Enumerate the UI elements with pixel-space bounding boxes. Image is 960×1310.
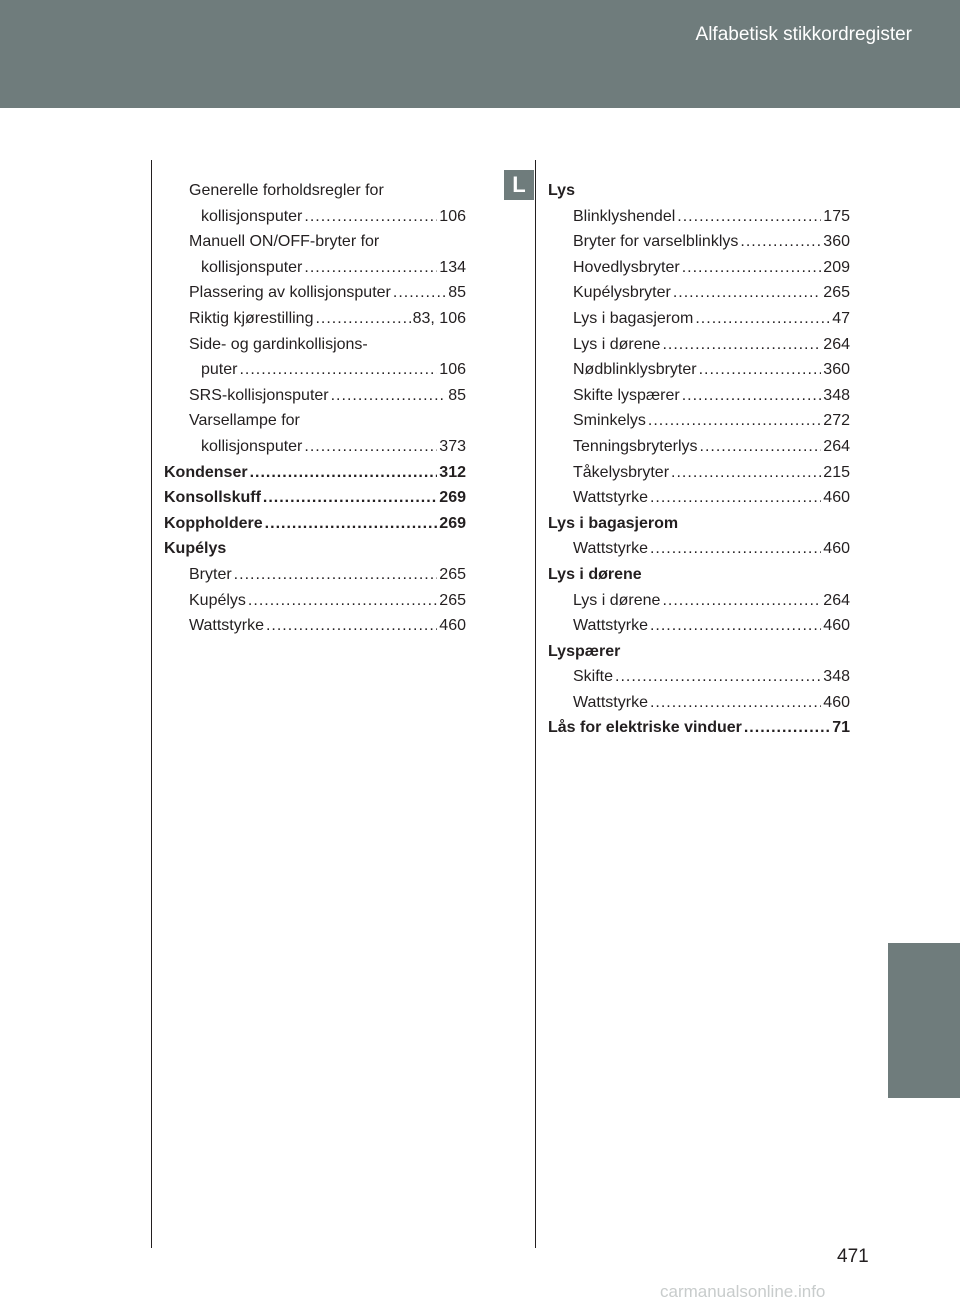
- index-entry: [164, 383, 466, 409]
- leader-dots: [239, 357, 437, 383]
- entry-page: 175: [823, 207, 850, 225]
- leader-dots: [315, 306, 410, 332]
- entry-label: Lys i dørene: [573, 335, 661, 353]
- header-bar: [0, 0, 960, 108]
- leader-dots: [677, 204, 821, 230]
- index-letter-tab: L: [504, 170, 534, 200]
- entry-label: Wattstyrke: [573, 489, 648, 507]
- entry-page: 312: [439, 463, 466, 481]
- index-entry: [548, 332, 850, 358]
- entry-page: 360: [823, 233, 850, 251]
- leader-dots: [682, 255, 822, 281]
- entry-label: Plassering av kollisjonsputer: [189, 284, 391, 302]
- entry-page: 106: [439, 207, 466, 225]
- index-entry: [548, 485, 850, 511]
- index-entry: [164, 280, 466, 306]
- entry-label: Skifte: [573, 668, 614, 686]
- leader-dots: [695, 306, 830, 332]
- entry-label: Konsollskuff: [164, 489, 261, 507]
- entry-page: 272: [823, 412, 850, 430]
- leader-dots: [699, 357, 822, 383]
- index-entry: [548, 204, 850, 230]
- entry-page: 264: [823, 335, 850, 353]
- index-heading-entry: [164, 485, 466, 511]
- index-entry: [164, 588, 466, 614]
- index-entry: [548, 255, 850, 281]
- entry-label: kollisjonsputer: [201, 207, 303, 225]
- entry-label: Wattstyrke: [189, 617, 264, 635]
- entry-page: 269: [439, 514, 466, 532]
- entry-label: Kupélys: [189, 591, 246, 609]
- index-column-right: [548, 178, 850, 741]
- entry-page: 265: [439, 591, 466, 609]
- entry-page: 47: [832, 309, 850, 327]
- index-entry-label: Varsellampe for: [189, 412, 300, 430]
- entry-page: 85: [448, 386, 466, 404]
- left-rule: [151, 160, 152, 1248]
- entry-page: 264: [823, 437, 850, 455]
- index-entry: [548, 229, 850, 255]
- entry-label: Kupélysbryter: [573, 284, 671, 302]
- leader-dots: [234, 562, 438, 588]
- entry-page: 348: [823, 386, 850, 404]
- entry-label: Kondenser: [164, 463, 248, 481]
- entry-label: Lås for elektriske vinduer: [548, 719, 742, 737]
- leader-dots: [304, 204, 437, 230]
- entry-page: 215: [823, 463, 850, 481]
- leader-dots: [266, 613, 437, 639]
- entry-page: 460: [439, 617, 466, 635]
- entry-page: 83, 106: [412, 309, 466, 327]
- index-entry: [548, 306, 850, 332]
- entry-label: Wattstyrke: [573, 617, 648, 635]
- leader-dots: [250, 460, 438, 486]
- index-entry-label: Manuell ON/OFF-bryter for: [189, 233, 380, 251]
- page-number: 471: [837, 1246, 869, 1267]
- index-heading: Lyspærer: [548, 642, 621, 660]
- index-entry: [548, 588, 850, 614]
- entry-label: puter: [201, 361, 238, 379]
- index-subentries: [548, 664, 850, 715]
- entry-label: kollisjonsputer: [201, 258, 303, 276]
- index-entry: [164, 562, 466, 588]
- leader-dots: [304, 255, 437, 281]
- index-heading: Kupélys: [164, 540, 227, 558]
- index-entry: [548, 280, 850, 306]
- entry-label: Wattstyrke: [573, 540, 648, 558]
- index-entry: [164, 306, 466, 332]
- entry-page: 209: [823, 258, 850, 276]
- index-entry: [548, 434, 850, 460]
- entry-label: Lys i dørene: [573, 591, 661, 609]
- entry-page: 264: [823, 591, 850, 609]
- entry-label: Tåkelysbryter: [573, 463, 670, 481]
- entry-label: Koppholdere: [164, 514, 263, 532]
- entry-label: SRS-kollisjonsputer: [189, 386, 329, 404]
- index-entry: [164, 204, 466, 230]
- index-entry: [548, 613, 850, 639]
- entry-page: 460: [823, 540, 850, 558]
- entry-label: Bryter for varselblinklys: [573, 233, 739, 251]
- index-entry: [548, 383, 850, 409]
- leader-dots: [650, 536, 821, 562]
- entry-page: 460: [823, 489, 850, 507]
- index-entry: [548, 357, 850, 383]
- entry-label: Blinklyshendel: [573, 207, 676, 225]
- entry-page: 71: [832, 719, 850, 737]
- entry-page: 85: [448, 284, 466, 302]
- entry-label: Nødblinklysbryter: [573, 361, 697, 379]
- entry-page: 106: [439, 361, 466, 379]
- index-subentries: [548, 588, 850, 639]
- index-heading-entry: [548, 715, 850, 741]
- index-entry: [548, 460, 850, 486]
- middle-rule: [535, 160, 536, 1248]
- leader-dots: [662, 332, 821, 358]
- leader-dots: [304, 434, 437, 460]
- entry-page: 265: [439, 565, 466, 583]
- index-heading-entry: [164, 511, 466, 537]
- index-subentries: [548, 204, 850, 511]
- leader-dots: [740, 229, 821, 255]
- entry-page: 360: [823, 361, 850, 379]
- entry-label: Riktig kjørestilling: [189, 309, 314, 327]
- leader-dots: [263, 485, 437, 511]
- leader-dots: [744, 715, 830, 741]
- index-entry-label: Generelle forholdsregler for: [189, 182, 384, 199]
- leader-dots: [650, 613, 821, 639]
- entry-label: Skifte lyspærer: [573, 386, 680, 404]
- index-entry: [164, 255, 466, 281]
- index-entry: [164, 357, 466, 383]
- leader-dots: [265, 511, 438, 537]
- index-heading-entry: [164, 460, 466, 486]
- side-thumb-tab: [888, 943, 960, 1098]
- index-entry: [164, 613, 466, 639]
- entry-page: 134: [439, 258, 466, 276]
- index-entry: [548, 408, 850, 434]
- entry-page: 460: [823, 617, 850, 635]
- entry-label: Sminkelys: [573, 412, 646, 430]
- watermark-url: carmanualsonline.info: [660, 1282, 826, 1301]
- index-heading: Lys i dørene: [548, 565, 642, 583]
- leader-dots: [393, 280, 446, 306]
- index-subentries: [548, 536, 850, 562]
- index-column-left: [164, 178, 466, 639]
- entry-page: 269: [439, 489, 466, 507]
- leader-dots: [648, 408, 821, 434]
- leader-dots: [248, 588, 437, 614]
- entry-label: Lys i bagasjerom: [573, 309, 694, 327]
- entry-page: 265: [823, 284, 850, 302]
- entry-page: 348: [823, 668, 850, 686]
- index-entry: [548, 664, 850, 690]
- leader-dots: [650, 690, 821, 716]
- leader-dots: [650, 485, 821, 511]
- index-heading: Lys: [548, 182, 575, 199]
- leader-dots: [331, 383, 447, 409]
- entry-label: Tenningsbryterlys: [573, 437, 698, 455]
- entry-page: 373: [439, 437, 466, 455]
- entry-label: Hovedlysbryter: [573, 258, 680, 276]
- section-title: Alfabetisk stikkordregister: [695, 24, 912, 45]
- leader-dots: [673, 280, 821, 306]
- leader-dots: [671, 460, 821, 486]
- index-entry: [548, 536, 850, 562]
- index-entry: [164, 434, 466, 460]
- entry-label: Bryter: [189, 565, 232, 583]
- entry-page: 460: [823, 693, 850, 711]
- leader-dots: [615, 664, 821, 690]
- index-entry: [548, 690, 850, 716]
- leader-dots: [682, 383, 822, 409]
- leader-dots: [662, 588, 821, 614]
- entry-label: kollisjonsputer: [201, 437, 303, 455]
- index-heading: Lys i bagasjerom: [548, 514, 679, 532]
- index-entry-label: Side- og gardinkollisjons-: [189, 335, 368, 353]
- leader-dots: [700, 434, 822, 460]
- entry-label: Wattstyrke: [573, 693, 648, 711]
